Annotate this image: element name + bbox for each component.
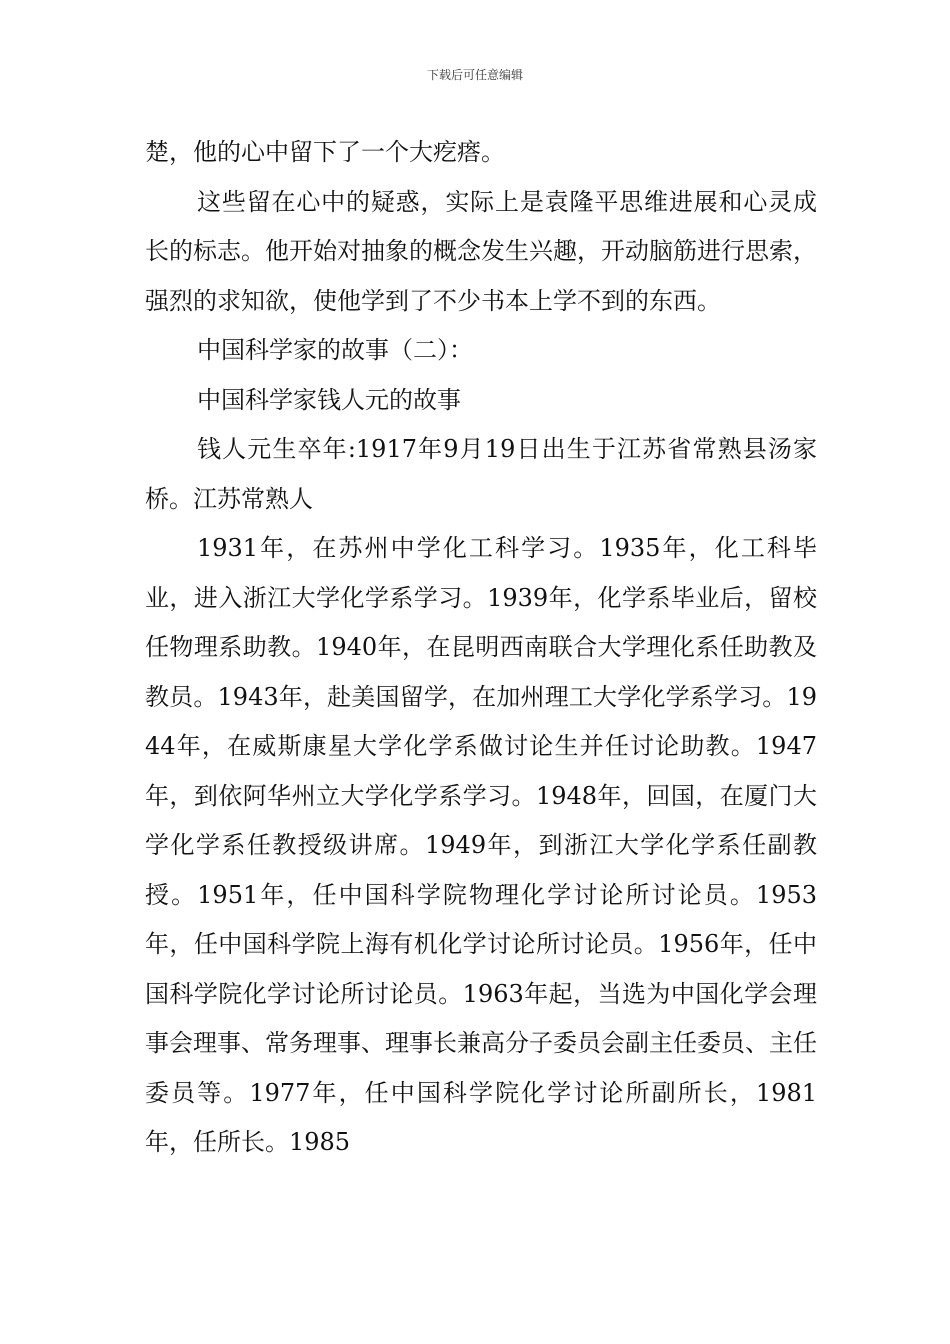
page-header: 下载后可任意编辑	[426, 68, 523, 82]
section-heading: 中国科学家的故事（二）：	[197, 336, 473, 364]
document-body	[145, 128, 817, 1168]
paragraph-continuation: 楚，他的心中留下了一个大疙瘩。	[145, 138, 505, 166]
paragraph-birth: 钱人元生卒年:1917年9月19日出生于江苏省常熟县汤家桥。江苏常熟人	[145, 435, 817, 513]
story-title: 中国科学家钱人元的故事	[197, 385, 461, 414]
paragraph-career: 1931年，在苏州中学化工科学习。1935年，化工科毕业，进入浙江大学化学系学习。1939年，化学系毕业后，留校任物理系助教。1940年，在昆明西南联合大学理化系任助教及教员。1943年，赴美国留学，在加州理工大学化学系学习。1944年，在威斯康星大学化学系做讨论生并任讨论助教。1947年，到依阿华州立大学化学系学习。1948年，回国，在厦门大学化学系任教授级讲席。1949年，到浙江大学化学系任副教授。1951年，任中国科学院物理化学讨论所讨论员。1953年，任中国科学院上海有机化学讨论所讨论员。1956年，任中国科学院化学讨论所讨论员。1963年起，当选为中国化学会理事会理事、常务理事、理事长兼高分子委员会副主任委员、主任委员等。1977年，任中国科学院化学讨论所副所长，1981年，任所长。1985	[145, 534, 817, 1156]
paragraph-doubts: 这些留在心中的疑惑，实际上是袁隆平思维进展和心灵成长的标志。他开始对抽象的概念发生兴趣，开动脑筋进行思索，强烈的求知欲，使他学到了不少书本上学不到的东西。	[145, 187, 817, 315]
